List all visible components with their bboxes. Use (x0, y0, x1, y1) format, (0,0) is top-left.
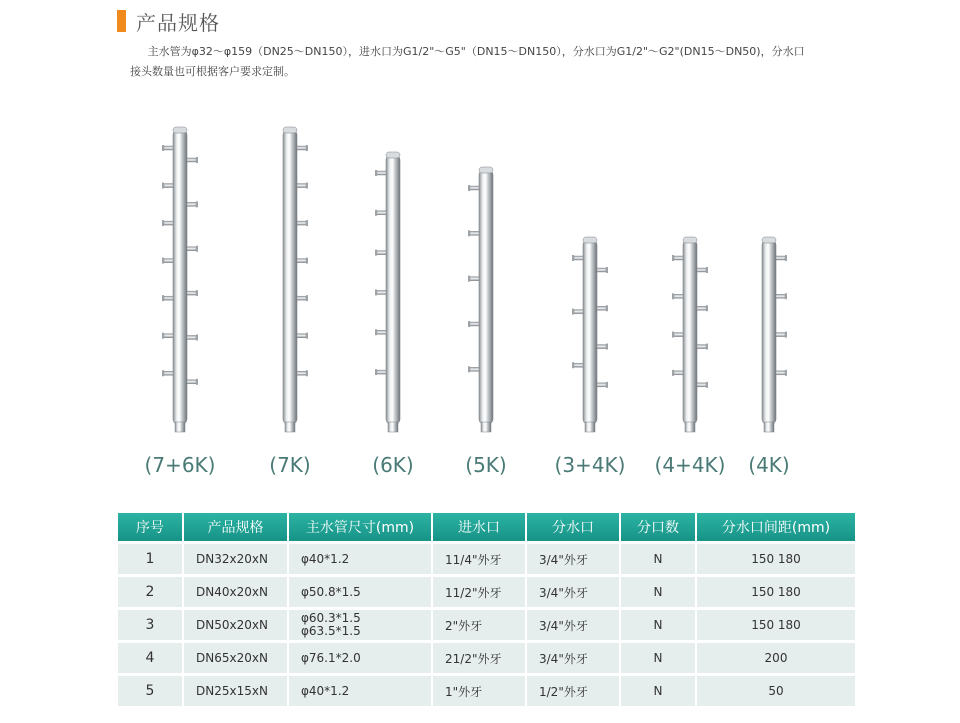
product-label: (4+4K) (654, 453, 726, 477)
product-label: (4K) (748, 453, 790, 477)
cell-count: N (621, 577, 697, 607)
outlet-port-end (162, 145, 164, 151)
pipe-cap (479, 167, 493, 173)
outlet-port (164, 221, 173, 225)
pipe-cap (683, 237, 697, 243)
outlet-port (574, 310, 583, 314)
cell-spacing: 150 180 (697, 577, 855, 607)
outlet-port (470, 367, 479, 371)
pipe-body (683, 240, 697, 424)
outlet-port-end (672, 370, 674, 376)
cell-outlet: 3/4"外牙 (527, 610, 621, 640)
intro-paragraph: 主水管为φ32～φ159（DN25～DN150），进水口为G1/2"～G5"（DN15～DN150），分水口为G1/2"～G2"(DN15～DN50)，分水口接头数量也可根据客户要求定制。 (130, 45, 805, 78)
outlet-port (574, 363, 583, 367)
outlet-port-end (468, 366, 470, 372)
outlet-port-end (162, 183, 164, 189)
outlet-port-end (468, 230, 470, 236)
manifold-pipe (762, 237, 787, 432)
outlet-port (164, 371, 173, 375)
outlet-port (164, 259, 173, 263)
outlet-port-end (706, 382, 708, 388)
outlet-port-end (785, 293, 787, 299)
outlet-port-end (306, 295, 308, 301)
outlet-port (776, 256, 785, 260)
pipe-body (386, 155, 400, 424)
pipe-cap (583, 237, 597, 243)
outlet-port-end (196, 201, 198, 207)
cell-inlet: 21/2"外牙 (433, 643, 527, 673)
manifold-pipe (375, 152, 400, 432)
outlet-port-end (706, 344, 708, 350)
cell-spacing: 150 180 (697, 610, 855, 640)
outlet-port-end (572, 309, 574, 315)
cell-inlet: 11/4"外牙 (433, 544, 527, 574)
cell-no: 3 (118, 610, 184, 640)
cell-no: 1 (118, 544, 184, 574)
cell-spacing: 50 (697, 676, 855, 706)
product-label: (3+4K) (554, 453, 626, 477)
outlet-port-end (785, 332, 787, 338)
outlet-port (377, 370, 386, 374)
outlet-port-end (375, 329, 377, 335)
pipe-body (173, 130, 187, 424)
pipe-body (283, 130, 297, 424)
outlet-port (164, 296, 173, 300)
outlet-port-end (306, 220, 308, 226)
outlet-port-end (672, 332, 674, 338)
outlet-port-end (196, 246, 198, 252)
outlet-port (377, 290, 386, 294)
outlet-port-end (306, 370, 308, 376)
outlet-port-end (375, 210, 377, 216)
cell-main-pipe: φ76.1*2.0 (289, 643, 433, 673)
product-label: (7+6K) (144, 453, 216, 477)
pipe-body (479, 170, 493, 424)
outlet-port-end (196, 157, 198, 163)
table-row (118, 577, 855, 607)
manifold-pipe (572, 237, 608, 432)
cell-outlet: 3/4"外牙 (527, 544, 621, 574)
outlet-port (697, 383, 706, 387)
outlet-port (187, 247, 196, 251)
outlet-port-end (672, 293, 674, 299)
col-header-spacing: 分水口间距(mm) (697, 513, 855, 541)
cell-count: N (621, 676, 697, 706)
outlet-port-end (375, 250, 377, 256)
outlet-port-end (606, 344, 608, 350)
cell-inlet: 2"外牙 (433, 610, 527, 640)
cell-main-pipe: φ40*1.2 (289, 676, 433, 706)
col-header-outlet: 分水口 (527, 513, 621, 541)
col-header-no: 序号 (118, 513, 184, 541)
table-row (118, 610, 855, 640)
outlet-port-end (162, 333, 164, 339)
outlet-port-end (162, 295, 164, 301)
outlet-port (470, 231, 479, 235)
outlet-port (164, 334, 173, 338)
cell-count: N (621, 610, 697, 640)
cell-main-pipe-line1: φ60.3*1.5 (301, 611, 361, 625)
cell-spec: DN40x20xN (184, 577, 289, 607)
outlet-port (297, 334, 306, 338)
outlet-port-end (706, 305, 708, 311)
outlet-port (776, 333, 785, 337)
outlet-port (164, 146, 173, 150)
outlet-port-end (572, 362, 574, 368)
col-header-main-pipe: 主水管尺寸(mm) (289, 513, 433, 541)
pipe-thread (175, 422, 185, 432)
table-row (118, 643, 855, 673)
pipe-thread (481, 422, 491, 432)
cell-main-pipe-line2: φ63.5*1.5 (301, 624, 361, 638)
outlet-port-end (468, 185, 470, 191)
cell-spec: DN32x20xN (184, 544, 289, 574)
outlet-port-end (706, 267, 708, 273)
manifold-pipe (468, 167, 493, 432)
outlet-port-end (572, 255, 574, 261)
outlet-port (674, 256, 683, 260)
outlet-port-end (306, 183, 308, 189)
pipe-thread (764, 422, 774, 432)
pipe-body (762, 240, 776, 424)
outlet-port (297, 184, 306, 188)
outlet-port (470, 322, 479, 326)
outlet-port (377, 171, 386, 175)
cell-main-pipe: φ50.8*1.5 (289, 577, 433, 607)
outlet-port-end (785, 255, 787, 261)
cell-outlet: 3/4"外牙 (527, 643, 621, 673)
outlet-port (377, 330, 386, 334)
cell-inlet: 1"外牙 (433, 676, 527, 706)
cell-outlet: 1/2"外牙 (527, 676, 621, 706)
outlet-port (597, 345, 606, 349)
col-header-inlet: 进水口 (433, 513, 527, 541)
outlet-port (597, 383, 606, 387)
outlet-port (377, 251, 386, 255)
cell-count: N (621, 643, 697, 673)
outlet-port-end (606, 267, 608, 273)
pipe-cap (283, 127, 297, 133)
outlet-port-end (375, 170, 377, 176)
outlet-port (297, 371, 306, 375)
pipe-cap (386, 152, 400, 158)
outlet-port (297, 221, 306, 225)
table-header-row (118, 513, 855, 541)
outlet-port-end (785, 370, 787, 376)
cell-main-pipe (289, 610, 433, 640)
outlet-port (597, 306, 606, 310)
pipe-thread (585, 422, 595, 432)
cell-spec: DN50x20xN (184, 610, 289, 640)
outlet-port (187, 202, 196, 206)
pipe-body (583, 240, 597, 424)
pipe-cap (173, 127, 187, 133)
outlet-port (674, 294, 683, 298)
manifold-pipe (672, 237, 708, 432)
outlet-port (674, 371, 683, 375)
outlet-port (776, 294, 785, 298)
pipe-thread (285, 422, 295, 432)
cell-spacing: 150 180 (697, 544, 855, 574)
pipe-thread (685, 422, 695, 432)
product-label: (6K) (372, 453, 414, 477)
outlet-port-end (606, 382, 608, 388)
outlet-port (470, 277, 479, 281)
outlet-port (776, 371, 785, 375)
cell-no: 2 (118, 577, 184, 607)
col-header-count: 分口数 (621, 513, 697, 541)
outlet-port-end (162, 220, 164, 226)
pipe-thread (388, 422, 398, 432)
outlet-port (187, 335, 196, 339)
outlet-port-end (375, 369, 377, 375)
outlet-port-end (196, 290, 198, 296)
outlet-port (297, 296, 306, 300)
col-header-spec: 产品规格 (184, 513, 289, 541)
spec-table (118, 510, 855, 709)
outlet-port (187, 291, 196, 295)
outlet-port (187, 380, 196, 384)
product-label: (7K) (269, 453, 311, 477)
outlet-port-end (162, 258, 164, 264)
outlet-port (674, 333, 683, 337)
page-title: 产品规格 (136, 10, 220, 35)
outlet-port (697, 306, 706, 310)
outlet-port (697, 268, 706, 272)
outlet-port (297, 146, 306, 150)
outlet-port (164, 184, 173, 188)
outlet-port-end (375, 289, 377, 295)
manifold-pipe (162, 127, 198, 432)
table-row (118, 676, 855, 706)
cell-no: 4 (118, 643, 184, 673)
outlet-port (187, 158, 196, 162)
outlet-port-end (672, 255, 674, 261)
outlet-port-end (306, 333, 308, 339)
outlet-port-end (306, 258, 308, 264)
cell-spec: DN65x20xN (184, 643, 289, 673)
outlet-port-end (306, 145, 308, 151)
cell-spec: DN25x15xN (184, 676, 289, 706)
outlet-port-end (196, 379, 198, 385)
manifold-pipe (283, 127, 308, 432)
cell-main-pipe: φ40*1.2 (289, 544, 433, 574)
outlet-port-end (196, 334, 198, 340)
table-row (118, 544, 855, 574)
outlet-port (470, 186, 479, 190)
outlet-port (597, 268, 606, 272)
product-label: (5K) (465, 453, 507, 477)
cell-outlet: 3/4"外牙 (527, 577, 621, 607)
outlet-port (697, 345, 706, 349)
outlet-port (297, 259, 306, 263)
outlet-port-end (468, 321, 470, 327)
outlet-port (377, 211, 386, 215)
outlet-port-end (162, 370, 164, 376)
outlet-port-end (468, 276, 470, 282)
outlet-port-end (606, 305, 608, 311)
cell-no: 5 (118, 676, 184, 706)
cell-inlet: 11/2"外牙 (433, 577, 527, 607)
pipe-cap (762, 237, 776, 243)
outlet-port (574, 256, 583, 260)
cell-spacing: 200 (697, 643, 855, 673)
cell-count: N (621, 544, 697, 574)
